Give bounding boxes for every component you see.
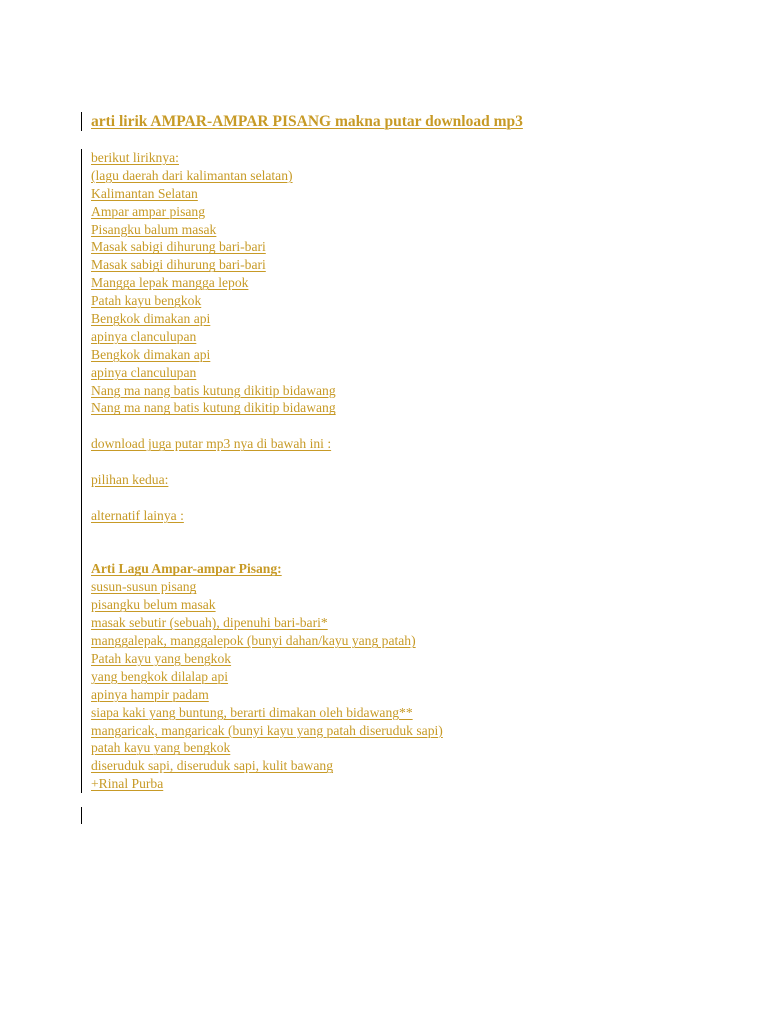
meaning-line[interactable]: mangaricak, mangaricak (bunyi kayu yang patah diseruduk sapi) [91,722,443,738]
author-link[interactable]: +Rinal Purba [91,776,164,792]
post-title-block [81,112,523,131]
download-mp3-link[interactable]: download juga putar mp3 nya di bawah ini : [91,436,332,452]
spacer [91,417,691,435]
meaning-heading-link[interactable]: Arti Lagu Ampar-ampar Pisang: [91,561,282,577]
lyrics-line[interactable]: Pisangku balum masak [91,221,217,237]
meaning-line[interactable]: diseruduk sapi, diseruduk sapi, kulit bawang [91,758,334,774]
meaning-line[interactable]: apinya hampir padam [91,686,209,702]
spacer [91,543,691,561]
meaning-line[interactable]: susun-susun pisang [91,579,197,595]
post-title-link[interactable]: arti lirik AMPAR-AMPAR PISANG makna putar download mp3 [91,113,523,130]
lyrics-line[interactable]: Mangga lepak mangga lepok [91,275,249,291]
lyrics-line[interactable]: Bengkok dimakan api [91,346,211,362]
meaning-line[interactable]: yang bengkok dilalap api [91,668,229,684]
spacer [91,453,691,471]
post-body [81,149,691,793]
lyrics-line[interactable]: apinya clanculupan [91,328,197,344]
section-divider [81,807,82,824]
alternative-link[interactable]: alternatif lainya : [91,507,184,523]
lyrics-line[interactable]: Masak sabigi dihurung bari-bari [91,257,266,273]
spacer [91,489,691,507]
lyrics-line[interactable]: berikut liriknya: [91,150,179,165]
lyrics-line[interactable]: Nang ma nang batis kutung dikitip bidawang [91,400,336,416]
meaning-line[interactable]: Patah kayu yang bengkok [91,650,232,666]
meaning-line[interactable]: manggalepak, manggalepok (bunyi dahan/kayu yang patah) [91,633,416,649]
lyrics-line[interactable]: Kalimantan Selatan [91,185,198,201]
lyrics-line[interactable]: Nang ma nang batis kutung dikitip bidawang [91,382,336,398]
lyrics-line[interactable]: Masak sabigi dihurung bari-bari [91,239,266,255]
lyrics-line[interactable]: Patah kayu bengkok [91,293,202,309]
meaning-line[interactable]: siapa kaki yang buntung, berarti dimakan oleh bidawang** [91,704,413,720]
option-two-link[interactable]: pilihan kedua: [91,472,169,488]
meaning-line[interactable]: pisangku belum masak [91,597,216,613]
spacer [91,525,691,543]
meaning-line[interactable]: masak sebutir (sebuah), dipenuhi bari-bari* [91,615,328,631]
lyrics-line[interactable]: apinya clanculupan [91,364,197,380]
lyrics-line[interactable]: Ampar ampar pisang [91,203,206,219]
meaning-line[interactable]: patah kayu yang bengkok [91,740,231,756]
lyrics-line[interactable]: Bengkok dimakan api [91,311,211,327]
lyrics-line[interactable]: (lagu daerah dari kalimantan selatan) [91,167,293,183]
